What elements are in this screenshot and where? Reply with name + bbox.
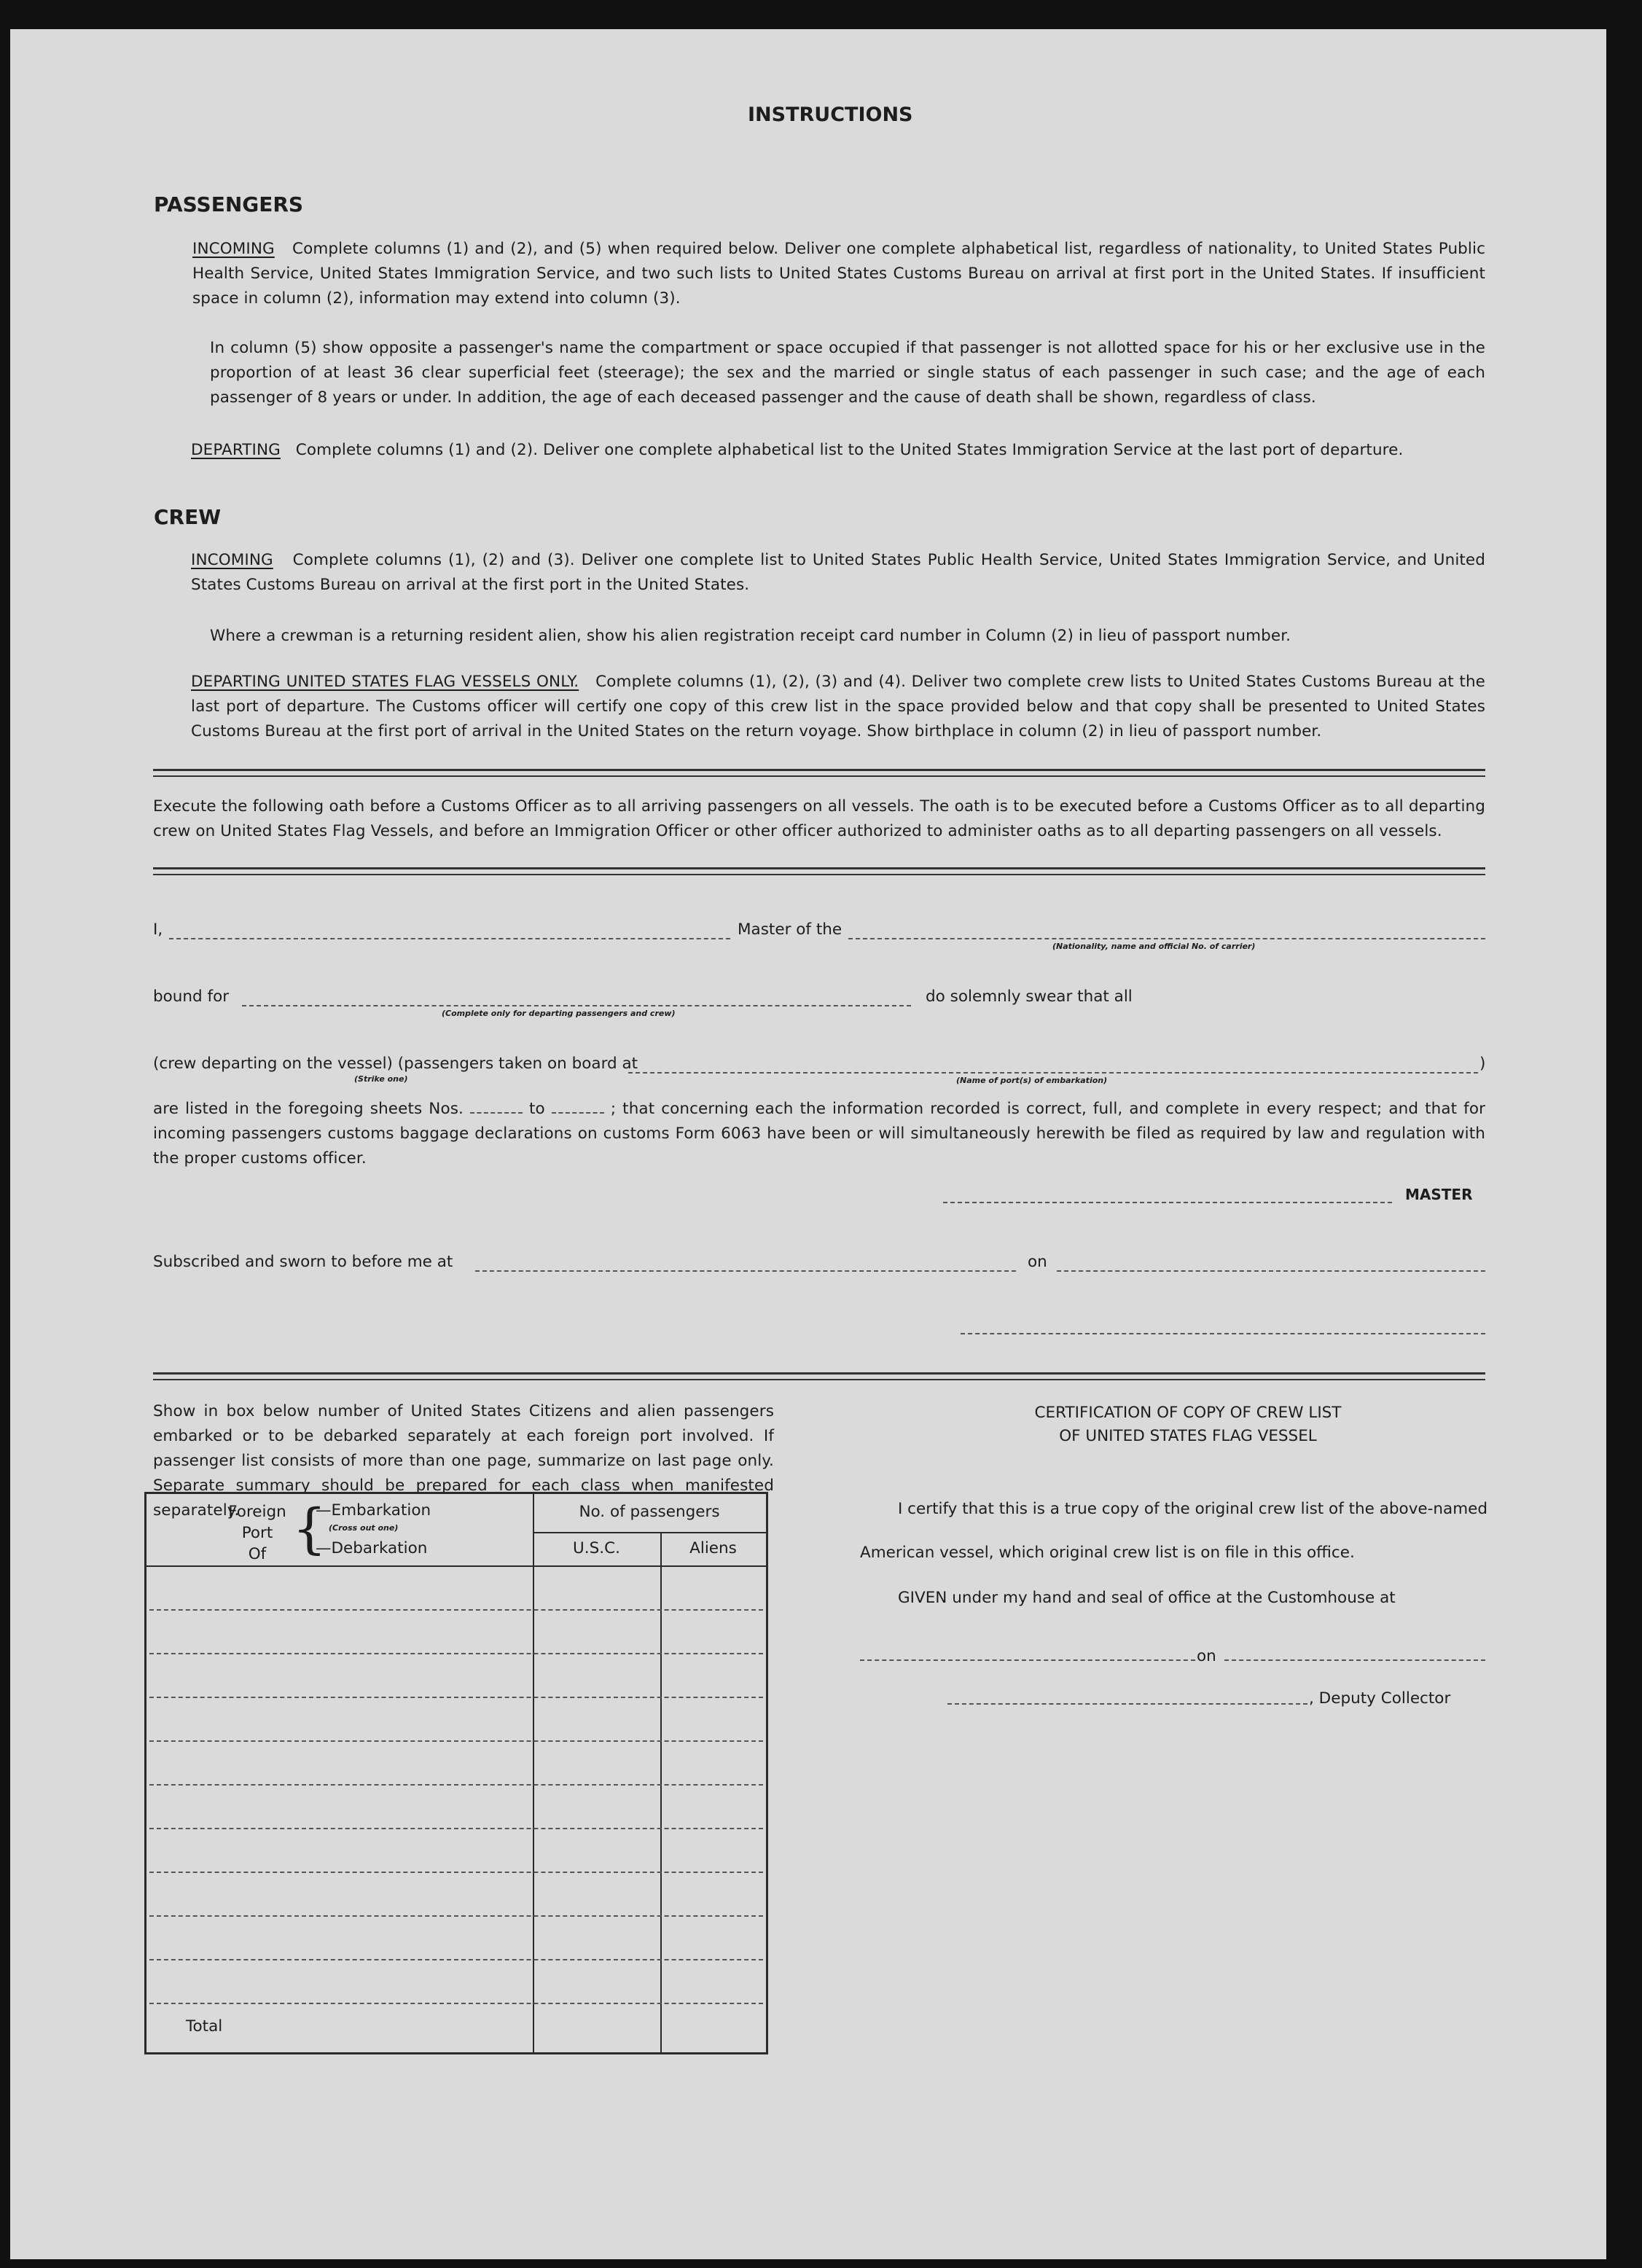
crew-resident-paragraph: Where a crewman is a returning resident alien, show his alien registration receipt card number in Column (2) in lieu of passport number.: [210, 627, 1291, 645]
master-of-label: Master of the: [738, 920, 842, 939]
brace-icon: {: [292, 1498, 327, 1560]
cross-out-note: (Cross out one): [329, 1523, 399, 1533]
table-subheader-rule: [533, 1532, 766, 1533]
usc-header: U.S.C.: [573, 1539, 620, 1557]
aliens-header: Aliens: [689, 1539, 737, 1557]
crew-incoming-label: INCOMING: [191, 551, 273, 569]
table-row[interactable]: [149, 1609, 763, 1611]
officer-signature-field[interactable]: [961, 1333, 1485, 1334]
passengers-incoming-label: INCOMING: [192, 240, 275, 258]
master-signature-field[interactable]: [943, 1202, 1392, 1203]
to-label: to: [529, 1100, 545, 1118]
page-title: INSTRUCTIONS: [748, 103, 913, 126]
port-label: Port: [241, 1524, 273, 1542]
certify-text: I certify that this is a true copy of the original crew list of the above-named: [898, 1500, 1488, 1518]
crew-departing-paragraph: [191, 670, 1485, 744]
oath-i-label: I,: [153, 920, 163, 939]
strike-one-note: (Strike one): [354, 1074, 408, 1084]
bound-for-field[interactable]: [242, 1005, 911, 1006]
table-row[interactable]: [149, 2003, 763, 2004]
given-text: GIVEN under my hand and seal of office at the Customhouse at: [898, 1589, 1396, 1607]
port-note: (Name of port(s) of embarkation): [956, 1076, 1108, 1085]
listed-label: are listed in the foregoing sheets Nos.: [153, 1100, 464, 1118]
of-label: Of: [248, 1545, 267, 1563]
table-row[interactable]: [149, 1653, 763, 1654]
certification-title-line1: CERTIFICATION OF COPY OF CREW LIST: [1034, 1404, 1342, 1422]
passengers-incoming-paragraph: [192, 237, 1485, 311]
debarkation-label: —Debarkation: [316, 1539, 428, 1557]
table-row[interactable]: [149, 1959, 763, 1960]
master-name-field[interactable]: [169, 938, 730, 939]
customhouse-field[interactable]: [860, 1659, 1195, 1661]
subscribed-label: Subscribed and sworn to before me at: [153, 1253, 453, 1271]
table-row[interactable]: [149, 1872, 763, 1873]
master-label: MASTER: [1405, 1186, 1473, 1203]
embarkation-port-field[interactable]: [628, 1072, 1478, 1074]
passengers-departing-label: DEPARTING: [191, 441, 281, 459]
passenger-summary-table: [144, 1492, 768, 2054]
bound-for-label: bound for: [153, 988, 230, 1006]
crew-incoming-paragraph: [191, 548, 1485, 598]
sheet-from-field[interactable]: [470, 1112, 523, 1114]
deputy-collector-signature-field[interactable]: [947, 1703, 1307, 1705]
table-row[interactable]: [149, 1915, 763, 1917]
table-row[interactable]: [149, 1697, 763, 1698]
table-header-rule: [146, 1565, 766, 1567]
carrier-note: (Nationality, name and official No. of carrier): [1052, 942, 1256, 951]
passengers-column5-paragraph: In column (5) show opposite a passenger's name the compartment or space occupied if that passenger is not allotted space for his or her exclusive use in the proportion of at least 36 clear superficial feet (steerage); the sex and the married or single status of each passenger in such case; and the age of each passenger of 8 years or under. In addition, the age of each deceased passenger and the cause of death shall be shown, regardless of class.: [210, 339, 1485, 407]
no-of-passengers-header: No. of passengers: [579, 1503, 720, 1521]
crew-passengers-label: (crew departing on the vessel) (passengers taken on board at: [153, 1055, 638, 1073]
total-label: Total: [186, 2017, 223, 2036]
foreign-label: Foreign: [228, 1503, 286, 1521]
close-paren: ): [1479, 1055, 1486, 1073]
divider-3: [153, 1372, 1485, 1380]
table-row[interactable]: [149, 1740, 763, 1742]
passengers-departing-text: Complete columns (1) and (2). Deliver one complete alphabetical list to the United States Immigration Service at the last port of departure.: [295, 441, 1404, 459]
certification-title-line2: OF UNITED STATES FLAG VESSEL: [1059, 1427, 1317, 1445]
divider-2: [153, 867, 1485, 875]
deputy-collector-label: , Deputy Collector: [1309, 1689, 1451, 1708]
passengers-heading: PASSENGERS: [154, 192, 304, 216]
crew-departing-label: DEPARTING UNITED STATES FLAG VESSELS ONLY.: [191, 673, 579, 691]
table-row[interactable]: [149, 1784, 763, 1786]
oath-intro-paragraph: Execute the following oath before a Customs Officer as to all arriving passengers on all vessels. The oath is to be executed before a Customs Officer as to all departing crew on United States Flag Vessels, and before an Immigration Officer or other officer authorized to administer oaths as to all departing passengers on all vessels.: [153, 797, 1485, 840]
crew-heading: CREW: [154, 505, 222, 529]
foreign-port-of-label: [228, 1501, 286, 1565]
american-vessel-text: American vessel, which original crew list is on file in this office.: [860, 1544, 1355, 1562]
crew-incoming-text: Complete columns (1), (2) and (3). Deliver one complete list to United States Public Health Service, United States Immigration Service, and United States Customs Bureau on arrival at the first port in the United States.: [191, 551, 1485, 594]
swear-text: do solemnly swear that all: [926, 988, 1133, 1006]
bound-for-note: (Complete only for departing passengers and crew): [442, 1009, 676, 1018]
sworn-date-field[interactable]: [1057, 1270, 1485, 1272]
passengers-departing-paragraph: [191, 438, 1485, 463]
table-row[interactable]: [149, 1828, 763, 1829]
crew-departing-text: Complete columns (1), (2), (3) and (4). Deliver two complete crew lists to United States Customs Bureau at the last port of departure. The Customs officer will certify one copy of this crew list in the space provided below and that copy shall be presented to United States Customs Bureau at the first port of arrival in the United States on the return voyage. Show birthplace in column (2) in lieu of passport number.: [191, 673, 1485, 740]
listed-paragraph: [153, 1097, 1485, 1171]
cert-date-field[interactable]: [1224, 1659, 1485, 1661]
table-col-divider-1: [533, 1494, 534, 2052]
summary-paragraph: Show in box below number of United States Citizens and alien passengers embarked or to be debarked separately at each foreign port involved. If passenger list consists of more than one page, summarize on last page only. Separate summary should be prepared for each class when manifested separately.: [153, 1402, 774, 1520]
carrier-field[interactable]: [848, 938, 1485, 939]
listed-continuation: ; that concerning each the information recorded is correct, full, and complete in every respect; and that for incoming passengers customs baggage declarations on customs Form 6063 have been or will simultaneously herewith be filed as required by law and regulation with the proper customs officer.: [153, 1100, 1486, 1168]
divider-1: [153, 769, 1485, 777]
passengers-incoming-text: Complete columns (1) and (2), and (5) when required below. Deliver one complete alphabetical list, regardless of nationality, to United States Public Health Service, United States Immigration Service, and two such lists to United States Customs Bureau on arrival at first port in the United States. If insufficient space in column (2), information may extend into column (3).: [192, 240, 1485, 308]
sworn-on-label: on: [1028, 1253, 1047, 1271]
certification-title: [896, 1401, 1479, 1448]
embarkation-label: —Embarkation: [316, 1501, 431, 1520]
cert-on-label: on: [1197, 1647, 1216, 1665]
sworn-place-field[interactable]: [475, 1270, 1016, 1272]
sheet-to-field[interactable]: [552, 1112, 604, 1114]
